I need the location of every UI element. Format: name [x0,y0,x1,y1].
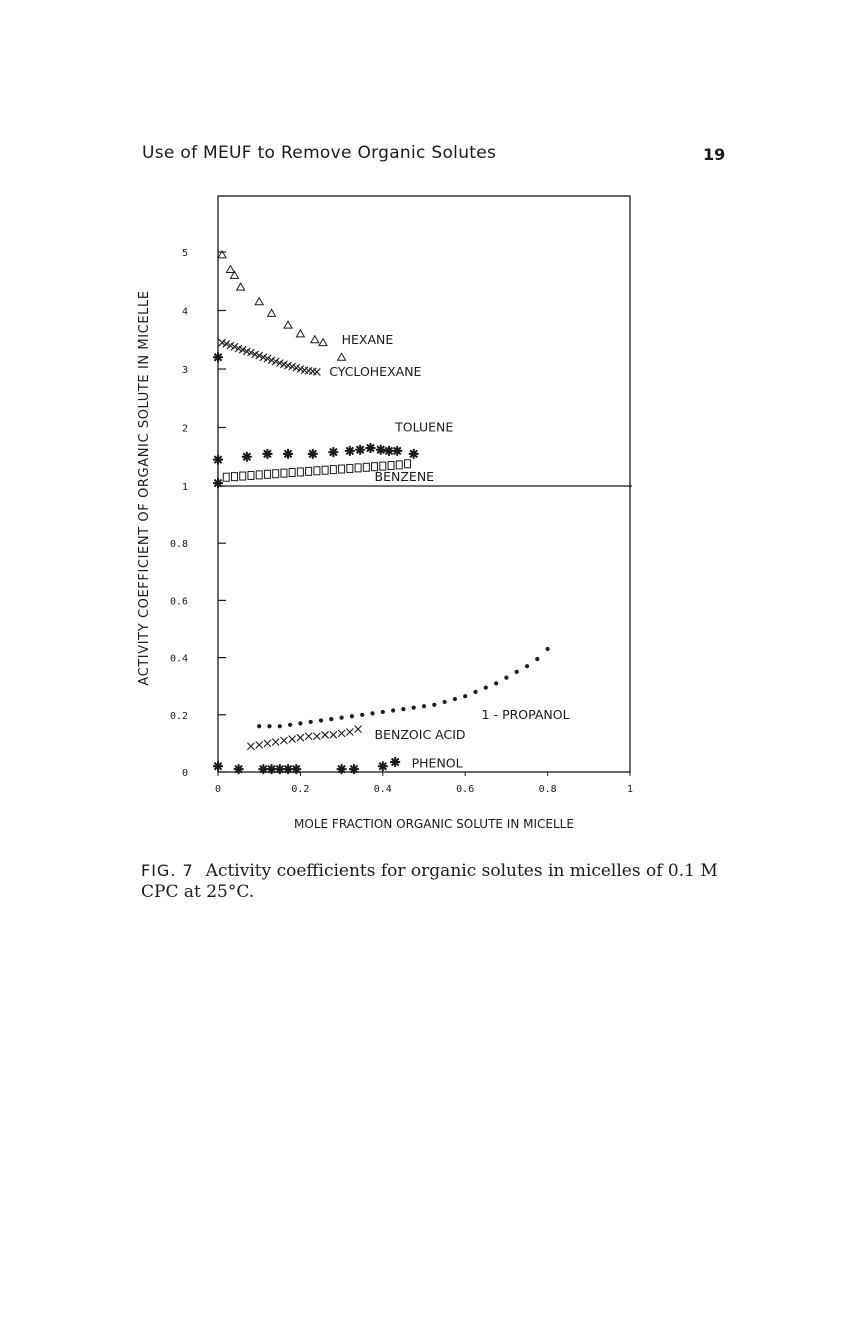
hexane-point [237,283,245,290]
1-propanol-point [370,711,374,715]
1-propanol-point [360,713,364,717]
benzoic-acid-series-label: BENZOIC ACID [374,726,466,742]
benzoic-acid-point [247,743,254,750]
phenol-point [291,764,301,774]
benzene-point [223,473,229,481]
1-propanol-point [319,718,323,722]
y-tick-label: 2 [181,423,188,435]
benzene-point [347,464,353,472]
phenol-point [378,761,388,771]
benzoic-acid-point [256,741,263,748]
hexane-series-label: HEXANE [341,331,394,347]
x-tick-label: 0.4 [373,784,392,795]
benzoic-acid-point [280,737,287,744]
toluene-point [213,455,223,465]
1-propanol-point [515,670,519,674]
caption-label: FIG. 7 [141,861,194,880]
benzoic-acid-point [289,736,296,743]
1-propanol-point [535,657,539,661]
benzene-series-label: BENZENE [374,469,435,485]
cyclohexane-series-label: CYCLOHEXANE [329,363,422,379]
1-propanol-point [432,703,436,707]
toluene-point [242,452,252,462]
benzoic-acid-point [272,738,279,745]
running-title: Use of MEUF to Remove Organic Solutes [142,143,497,163]
hexane-point [319,339,327,346]
toluene-point [392,446,402,456]
benzoic-acid-point [355,726,362,733]
toluene-point [283,449,293,459]
benzene-point [273,470,279,478]
1-propanol-point [484,686,488,690]
toluene-point [328,447,338,457]
1-propanol-point [494,681,498,685]
1-propanol-point [329,717,333,721]
y-tick-label: 0.4 [169,653,188,665]
hexane-point [296,330,304,337]
y-tick-label: 4 [181,306,188,318]
activity-coefficient-chart [130,190,650,840]
x-tick-label: 0 [214,784,222,795]
toluene-point [308,449,318,459]
benzene-point [322,466,328,474]
benzene-point [306,467,312,475]
1-propanol-point [381,710,385,714]
y-axis-label: ACTIVITY COEFFICIENT OF ORGANIC SOLUTE IN MICELLE [137,290,152,686]
benzene-point [231,473,237,481]
benzene-point [363,463,369,471]
1-propanol-point [278,724,282,728]
toluene-point [262,449,272,459]
hexane-point [284,321,292,328]
1-propanol-point [257,724,261,728]
1-propanol-series-label: 1 - PROPANOL [481,706,570,722]
hexane-point [311,336,319,343]
phenol-point [349,764,359,774]
x-tick-label: 0.6 [456,784,475,795]
toluene-series-label: TOLUENE [395,419,454,435]
x-tick-label: 0.8 [538,784,557,795]
phenol-point [234,764,244,774]
toluene-point [355,445,365,455]
y-tick-label: 1 [181,482,188,493]
1-propanol-point [473,690,477,694]
toluene-point [409,449,419,459]
benzene-point [405,460,411,468]
benzene-point [339,465,345,473]
benzene-point [355,464,361,472]
figure-7 [130,190,650,840]
benzoic-acid-point [313,733,320,740]
caption-text: Activity coefficients for organic solutes in micelles of 0.1 M CPC at 25°C. [141,861,718,902]
phenol-point [390,757,400,767]
benzoic-acid-point [264,740,271,747]
x-axis-label: MOLE FRACTION ORGANIC SOLUTE IN MICELLE [294,817,574,831]
benzoic-acid-point [338,730,345,737]
toluene-point [213,478,223,488]
phenol-point [213,761,223,771]
x-tick-label: 1 [626,784,634,795]
benzoic-acid-point [330,731,337,738]
1-propanol-point [412,706,416,710]
toluene-point [213,352,223,362]
figure-caption [141,860,721,903]
y-tick-label: 0 [181,768,188,779]
toluene-point [345,446,355,456]
benzene-point [248,471,254,479]
1-propanol-point [525,664,529,668]
1-propanol-point [267,724,271,728]
1-propanol-point [298,721,302,725]
x-tick-label: 0.2 [291,784,310,795]
1-propanol-point [350,714,354,718]
cyclohexane-point [313,368,320,375]
phenol-series-label: PHENOL [411,755,463,771]
1-propanol-point [391,708,395,712]
y-tick-label: 3 [181,365,188,376]
1-propanol-point [309,720,313,724]
hexane-point [226,266,234,273]
benzene-point [289,469,295,477]
1-propanol-point [546,647,550,651]
benzene-point [396,461,402,469]
hexane-point [268,309,276,316]
toluene-point [376,445,386,455]
benzene-point [314,467,320,475]
benzene-point [264,470,270,478]
benzene-point [240,472,246,480]
1-propanol-point [422,704,426,708]
toluene-point [365,443,375,453]
y-tick-label: 5 [181,248,188,259]
benzene-point [297,468,303,476]
benzoic-acid-point [305,733,312,740]
hexane-point [255,298,263,305]
phenol-point [337,764,347,774]
1-propanol-point [463,694,467,698]
y-tick-label: 0.8 [169,539,188,551]
1-propanol-point [288,723,292,727]
page-number: 19 [703,145,726,164]
1-propanol-point [443,700,447,704]
1-propanol-point [401,707,405,711]
y-tick-label: 0.6 [169,596,188,608]
benzene-point [256,471,262,479]
1-propanol-point [504,676,508,680]
benzoic-acid-point [322,731,329,738]
1-propanol-point [340,716,344,720]
1-propanol-point [453,697,457,701]
hexane-point [338,353,346,360]
benzene-point [281,469,287,477]
benzene-point [330,466,336,474]
benzoic-acid-point [297,734,304,741]
y-tick-label: 0.2 [169,710,188,722]
benzoic-acid-point [346,728,353,735]
